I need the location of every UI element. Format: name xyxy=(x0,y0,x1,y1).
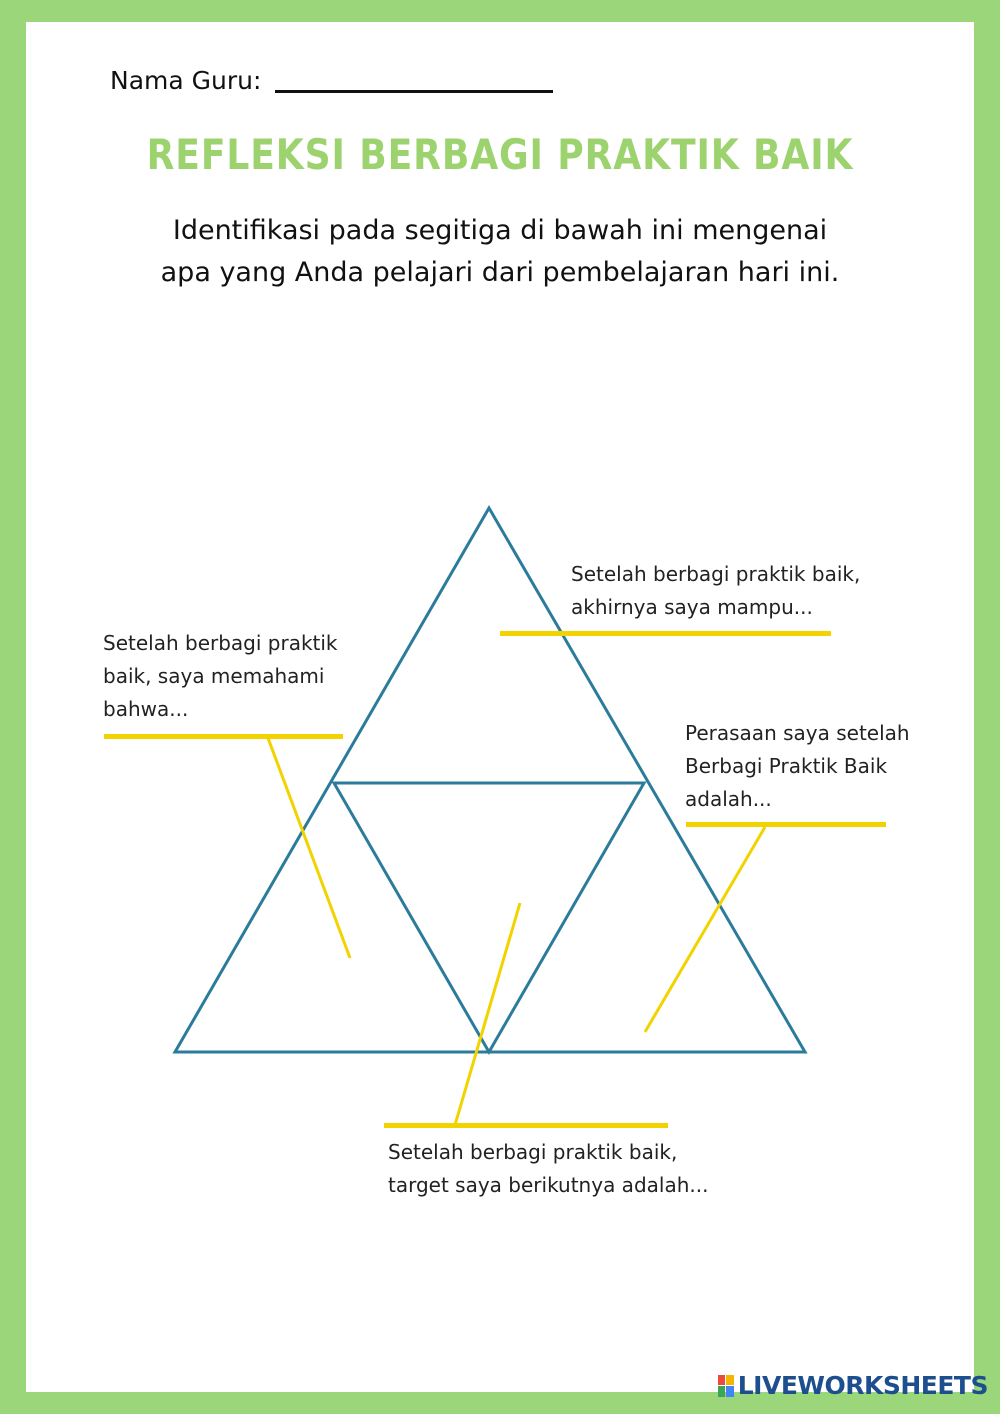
answer-line-bottom[interactable] xyxy=(384,1123,668,1128)
prompt-bottom-line-2: target saya berikutnya adalah... xyxy=(388,1173,709,1197)
prompt-left-line-3: bahwa... xyxy=(103,697,189,721)
prompt-bottom-line-1: Setelah berbagi praktik baik, xyxy=(388,1140,678,1164)
teacher-name-label: Nama Guru: xyxy=(110,66,262,95)
prompt-right-line-2: Berbagi Praktik Baik xyxy=(685,754,888,778)
prompt-right-line-1: Perasaan saya setelah xyxy=(685,721,910,745)
prompt-bottom xyxy=(388,1136,708,1202)
instruction-line-1: Identifikasi pada segitiga di bawah ini mengenai xyxy=(172,215,828,246)
prompt-top-right xyxy=(571,558,860,624)
answer-line-left[interactable] xyxy=(104,734,343,739)
prompt-right xyxy=(685,717,910,816)
prompt-left xyxy=(103,627,338,726)
right-pointer xyxy=(645,827,765,1032)
liveworksheets-logo-icon xyxy=(718,1375,734,1397)
brand-name: LIVEWORKSHEETS xyxy=(737,1371,988,1400)
prompt-left-line-1: Setelah berbagi praktik xyxy=(103,631,338,655)
page-title: REFLEKSI BERBAGI PRAKTIK BAIK xyxy=(146,130,854,179)
prompt-top-right-line-2: akhirnya saya mampu... xyxy=(571,595,813,619)
instruction-line-2: apa yang Anda pelajari dari pembelajaran hari ini. xyxy=(160,257,840,288)
answer-line-top-right[interactable] xyxy=(500,631,831,636)
liveworksheets-brand xyxy=(718,1371,988,1400)
prompt-left-line-2: baik, saya memahami xyxy=(103,664,325,688)
prompt-top-right-line-1: Setelah berbagi praktik baik, xyxy=(571,562,861,586)
prompt-right-line-3: adalah... xyxy=(685,787,772,811)
answer-line-right[interactable] xyxy=(686,822,886,827)
